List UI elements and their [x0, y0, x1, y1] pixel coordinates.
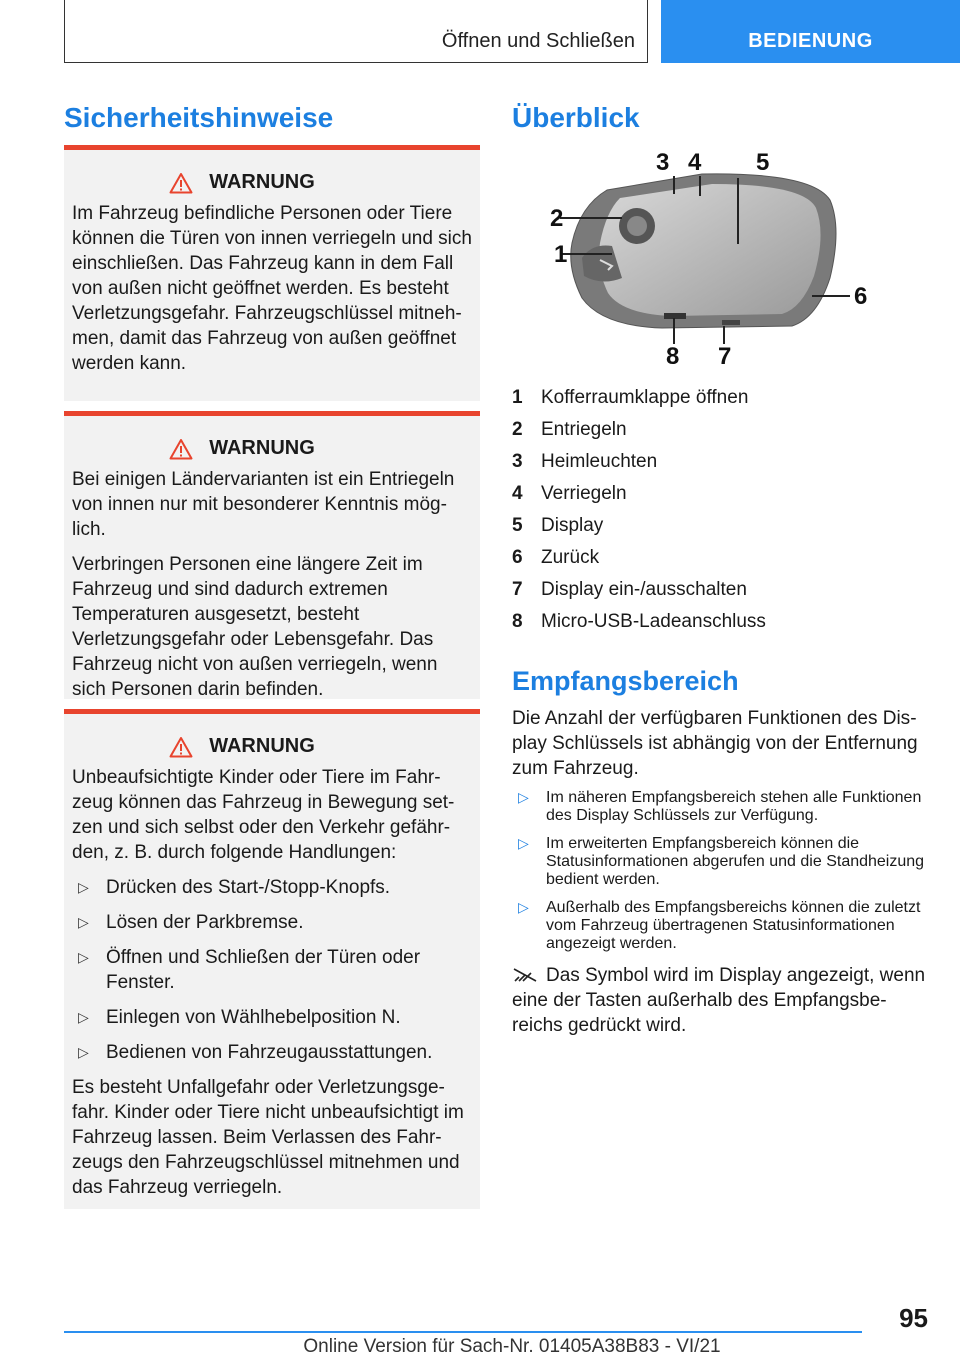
warning-header: [12, 170, 472, 195]
warning-box-2: [64, 411, 480, 699]
callout-6: 6: [854, 283, 868, 310]
bullet-triangle-icon: ▷: [78, 879, 89, 895]
callout-8: 8: [666, 343, 680, 370]
warning-label: WARNUNG: [209, 735, 315, 757]
bullet-triangle-icon: ▷: [78, 1009, 89, 1025]
bullet-triangle-icon: ▷: [518, 789, 529, 805]
legend-item: 2 Entriegeln: [512, 419, 627, 440]
range-section: [512, 706, 928, 1038]
bullet-triangle-icon: ▷: [518, 899, 529, 915]
list-item: ▷ Im erweiterten Empfangsbereich können die Statusinformationen abgerufen und die Standheizung bedient werden.: [518, 835, 925, 888]
list-item: ▷ Lösen der Parkbremse.: [78, 912, 304, 933]
range-list: [512, 789, 928, 953]
warning-triangle-icon: [169, 172, 193, 194]
legend-item: 1 Kofferraumklappe öffnen: [512, 387, 749, 408]
list-item: ▷ Einlegen von Wählhebelposition N.: [78, 1007, 401, 1028]
warning-triangle-icon: [169, 438, 193, 460]
list-item: ▷ Im näheren Empfangsbereich stehen alle Funktionen des Display Schlüssels zur Verfügung.: [518, 789, 922, 824]
footer-rule: [64, 1331, 862, 1333]
warning-box-3: [64, 709, 480, 1209]
warning-header: [12, 734, 472, 759]
header-chapter-tab: BEDIENUNG: [661, 0, 960, 63]
bullet-triangle-icon: ▷: [78, 949, 89, 965]
overview-title: Überblick: [512, 102, 640, 133]
symbol-note: Das Symbol wird im Display angezeigt, wenn eine der Tasten außerhalb des Empfangsbereichs gedrückt wird.: [512, 965, 926, 1036]
footer-online-version: Online Version für Sach-Nr. 01405A38B83 - VI/21: [303, 1336, 721, 1357]
callout-4: 4: [688, 149, 702, 176]
warning-action-list: [72, 875, 472, 1065]
safety-title: Sicherheitshinweise: [64, 102, 334, 133]
callout-7: 7: [718, 343, 732, 370]
legend-item: 4 Verriegeln: [512, 483, 627, 504]
legend-item: 6 Zurück: [512, 547, 600, 568]
bullet-triangle-icon: ▷: [78, 914, 89, 930]
header-section-box: [64, 0, 648, 63]
bullet-triangle-icon: ▷: [78, 1044, 89, 1060]
legend-item: 7 Display ein-/ausschalten: [512, 579, 747, 600]
list-item: ▷ Bedienen von Fahrzeugausstattungen.: [78, 1042, 433, 1063]
warning-label: WARNUNG: [209, 171, 315, 193]
warning-box-1: [64, 145, 480, 401]
warning-intro: Unbeaufsichtigte Kinder oder Tiere im Fahrzeug können das Fahrzeug in Bewegung setzen und sich selbst oder den Verkehr gefährden, z. B. durch folgende Handlungen:: [72, 767, 455, 863]
warning-text: Verbringen Personen eine längere Zeit im Fahrzeug und sind dadurch extremen Temperaturen ausgesetzt, besteht Verletzungsgefahr oder Lebensgefahr. Das Fahrzeug nicht von außen verriegeln, wenn sich Personen darin befinden.: [72, 554, 438, 700]
bullet-triangle-icon: ▷: [518, 835, 529, 851]
warning-text: Bei einigen Ländervarianten ist ein Entriegeln von innen nur mit besonderer Kenntnis möglich.: [72, 469, 455, 540]
legend-item: 8 Micro-USB-Ladeanschluss: [512, 611, 766, 632]
warning-outro: Es besteht Unfallgefahr oder Verletzungsgefahr. Kinder oder Tiere nicht unbeaufsichtigt im Fahrzeug lassen. Beim Verlassen des Fahrzeugs den Fahrzeugschlüssel mitnehmen und das Fahrzeug verriegeln.: [72, 1077, 464, 1198]
range-intro: Die Anzahl der verfügbaren Funktionen des Display Schlüssels ist abhängig von der Entfernung zum Fahrzeug.: [512, 708, 918, 779]
warning-triangle-icon: [169, 736, 193, 758]
legend-item: 3 Heimleuchten: [512, 451, 658, 472]
callout-3: 3: [656, 149, 670, 176]
callout-5: 5: [756, 149, 770, 176]
list-item: ▷ Außerhalb des Empfangsbereichs können die zuletzt vom Fahrzeug übertragenen Statusinformationen angezeigt werden.: [518, 899, 921, 952]
warning-label: WARNUNG: [209, 437, 315, 459]
callout-2: 2: [550, 205, 564, 232]
header-section-title: Öffnen und Schließen: [441, 30, 635, 52]
out-of-range-signal-icon: [512, 965, 538, 981]
figure-legend: [512, 382, 928, 638]
list-item: ▷ Drücken des Start-/Stopp-Knopfs.: [78, 877, 391, 898]
page-number: 95: [899, 1303, 928, 1333]
display-key-figure: [512, 148, 872, 370]
warning-text: Im Fahrzeug befindliche Personen oder Tiere können die Türen von innen verriegeln und sich einschließen. Das Fahrzeug kann in dem Fall von außen nicht geöffnet werden. Es besteht Verletzungsgefahr. Fahrzeugschlüssel mitnehmen, damit das Fahrzeug von außen geöffnet werden kann.: [72, 203, 472, 374]
legend-item: 5 Display: [512, 515, 604, 536]
callout-1: 1: [554, 241, 568, 268]
list-item: ▷ Öffnen und Schließen der Türen oder Fenster.: [78, 947, 421, 993]
range-title: Empfangsbereich: [512, 666, 739, 696]
warning-header: [12, 436, 472, 461]
